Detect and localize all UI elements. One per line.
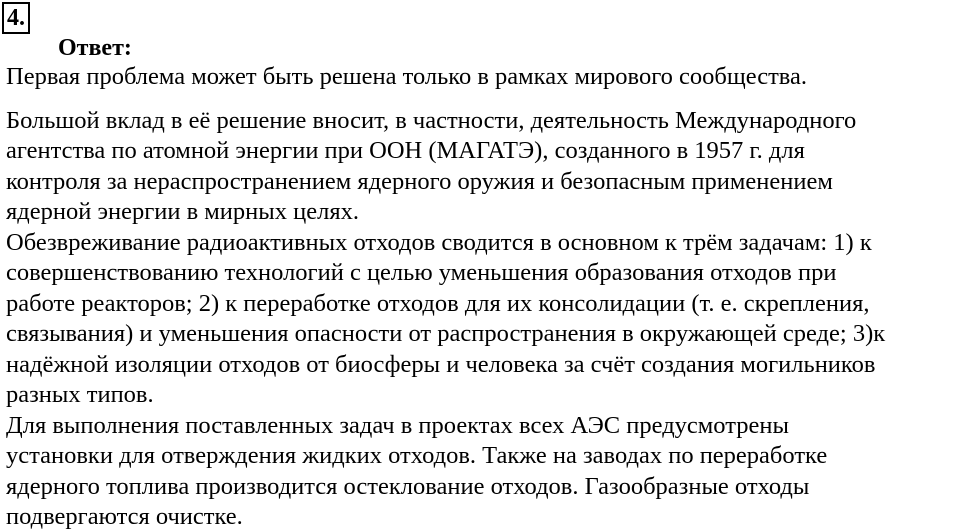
text-line: установки для отверждения жидких отходов. Также на заводах по переработке	[6, 442, 828, 469]
text-line: подвергаются очистке.	[6, 503, 243, 530]
text-line: Обезвреживание радиоактивных отходов сводится в основном к трём задачам: 1) к	[6, 229, 872, 256]
answer-label: Ответ:	[58, 35, 132, 61]
text-line: совершенствованию технологий с целью уменьшения образования отходов при	[6, 259, 837, 286]
text-line: связывания) и уменьшения опасности от распространения в окружающей среде; 3)к	[6, 320, 886, 347]
text-line: Первая проблема может быть решена только в рамках мирового сообщества.	[6, 63, 808, 90]
text-line: ядерной энергии в мирных целях.	[6, 198, 359, 225]
task-number: 4.	[2, 2, 30, 34]
text-line: Большой вклад в её решение вносит, в частности, деятельность Международного	[6, 107, 857, 134]
text-line: Для выполнения поставленных задач в проектах всех АЭС предусмотрены	[6, 412, 789, 439]
text-line: надёжной изоляции отходов от биосферы и человека за счёт создания могильников	[6, 351, 876, 378]
text-line: контроля за нераспространением ядерного оружия и безопасным применением	[6, 168, 833, 195]
text-line: агентства по атомной энергии при ООН (МАГАТЭ), созданного в 1957 г. для	[6, 137, 805, 164]
text-line: работе реакторов; 2) к переработке отходов для их консолидации (т. е. скрепления,	[6, 290, 870, 317]
text-line: разных типов.	[6, 381, 154, 408]
text-line: ядерного топлива производится остеклование отходов. Газообразные отходы	[6, 473, 810, 500]
